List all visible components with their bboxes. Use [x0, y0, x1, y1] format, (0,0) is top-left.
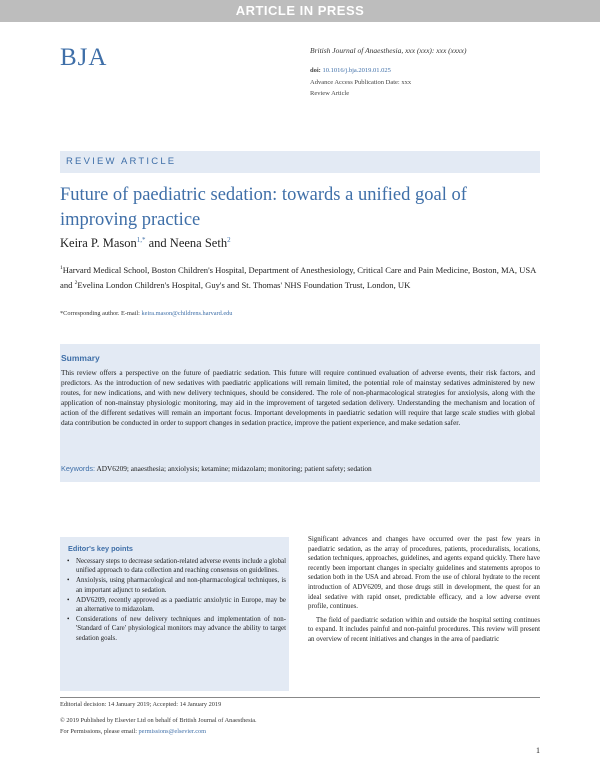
doi-line	[310, 67, 391, 74]
author-name[interactable]: Keira P. Mason	[60, 236, 137, 251]
keywords-list: ADV6209; anaesthesia; anxiolysis; ketamine; midazolam; monitoring; patient safety; sedation	[95, 464, 372, 473]
copyright: © 2019 Published by Elsevier Ltd on behalf of British Journal of Anaesthesia.	[60, 717, 257, 724]
article-type: Review Article	[310, 90, 350, 97]
doi-label: doi:	[310, 67, 321, 74]
author-sup[interactable]: 2	[227, 236, 231, 244]
advance-access-date: Advance Access Publication Date: xxx	[310, 79, 412, 86]
affil-text: Evelina London Children's Hospital, Guy's and St. Thomas' NHS Foundation Trust, London, UK	[77, 279, 411, 290]
footer-divider	[60, 697, 540, 698]
author-list	[60, 236, 231, 251]
keywords	[61, 464, 535, 473]
body-paragraph: Significant advances and changes have occurred over the past few years in paediatric sedation, as the array of procedures, patients, proceduralists, locations, sedation techniques, approaches, guidelines, and agents expand quickly. There have recently been important changes in specialty guidelines and statements apropos to sedation both in the USA and abroad. From the use of chloral hydrate to the recent introduction of ADV6209, and those drugs still in development, the quest for an ideal sedative with rapid onset, predictable efficacy, and a low adverse event profile, continues.	[308, 536, 540, 611]
body-paragraph: The field of paediatric sedation within and outside the hospital setting continues to expand. It includes painful and non-painful procedures. This review will present an overview of recent initiatives and changes in the area of paediatric	[308, 616, 540, 643]
summary-body: This review offers a perspective on the future of paediatric sedation. This future will require continued evaluation of adverse events, their risk factors, and predictors. As the introduction of new sedatives with paediatric applications will remain limited, the potential role of mainstay sedatives administered by new routes, for new indications, and with new delivery techniques, should be considered. The role of non-pharmacological strategies for anxiolysis, along with the application of non-mainstay physiologic monitoring, may aid in the improvement of targeted sedation delivery. Understanding the mechanism and location of action of the different sedatives will remain an important focus. Important developments in paediatric sedation will require that large scale studies with global data contribution be conducted in order to support changes in sedation practice, improve the patient experience, and make sedation safer.	[61, 368, 535, 428]
key-point-item: • Necessary steps to decrease sedation-related adverse events include a global unified approach to data collection and reaching consensus on guidelines.	[66, 557, 286, 575]
section-label: REVIEW ARTICLE	[66, 156, 177, 167]
affiliations	[60, 262, 542, 292]
article-in-press-banner: ARTICLE IN PRESS	[0, 0, 600, 22]
article-title: Future of paediatric sedation: towards a unified goal of improving practice	[60, 185, 467, 230]
author-sup[interactable]: 1,*	[136, 236, 146, 244]
permissions-label: For Permissions, please email:	[60, 728, 139, 735]
corresponding-email[interactable]: keira.mason@childrens.harvard.edu	[141, 310, 233, 317]
permissions	[60, 728, 206, 735]
author-separator: and	[145, 236, 170, 251]
affil-sup: 1	[60, 265, 63, 271]
journal-reference: British Journal of Anaesthesia, xxx (xxx): xxx (xxxx)	[310, 46, 467, 55]
key-points-title: Editor's key points	[68, 544, 133, 553]
page-number: 1	[536, 746, 540, 755]
author-name[interactable]: Neena Seth	[169, 236, 228, 251]
summary-title: Summary	[61, 353, 100, 363]
journal-logo: BJA	[60, 44, 108, 71]
permissions-email[interactable]: permissions@elsevier.com	[138, 728, 207, 735]
corresponding-label: *Corresponding author. E-mail:	[60, 310, 142, 317]
key-point-item: • ADV6209, recently approved as a paediatric anxiolytic in Europe, may be an alternative to midazolam.	[66, 596, 286, 614]
affil-text: Harvard Medical School, Boston Children's Hospital, Department of Anesthesiology, Critical Care and Pain Medicine, Boston, MA, USA and	[60, 264, 536, 290]
key-points-list	[66, 557, 286, 644]
affil-sup: 2	[74, 279, 78, 286]
corresponding-author	[60, 310, 232, 317]
keywords-label: Keywords:	[61, 464, 96, 473]
doi-link[interactable]: 10.1016/j.bja.2019.01.025	[322, 67, 391, 74]
key-point-item: • Considerations of new delivery techniques and implementation of non-'Standard of Care' physiological monitors may advance the ability to target sedation goals.	[66, 615, 286, 643]
editorial-decision: Editorial decision: 14 January 2019; Accepted: 14 January 2019	[60, 701, 222, 708]
body-column	[308, 535, 540, 645]
key-point-item: • Anxiolysis, using pharmacological and non-pharmacological techniques, is an important adjunct to sedation.	[66, 576, 286, 594]
